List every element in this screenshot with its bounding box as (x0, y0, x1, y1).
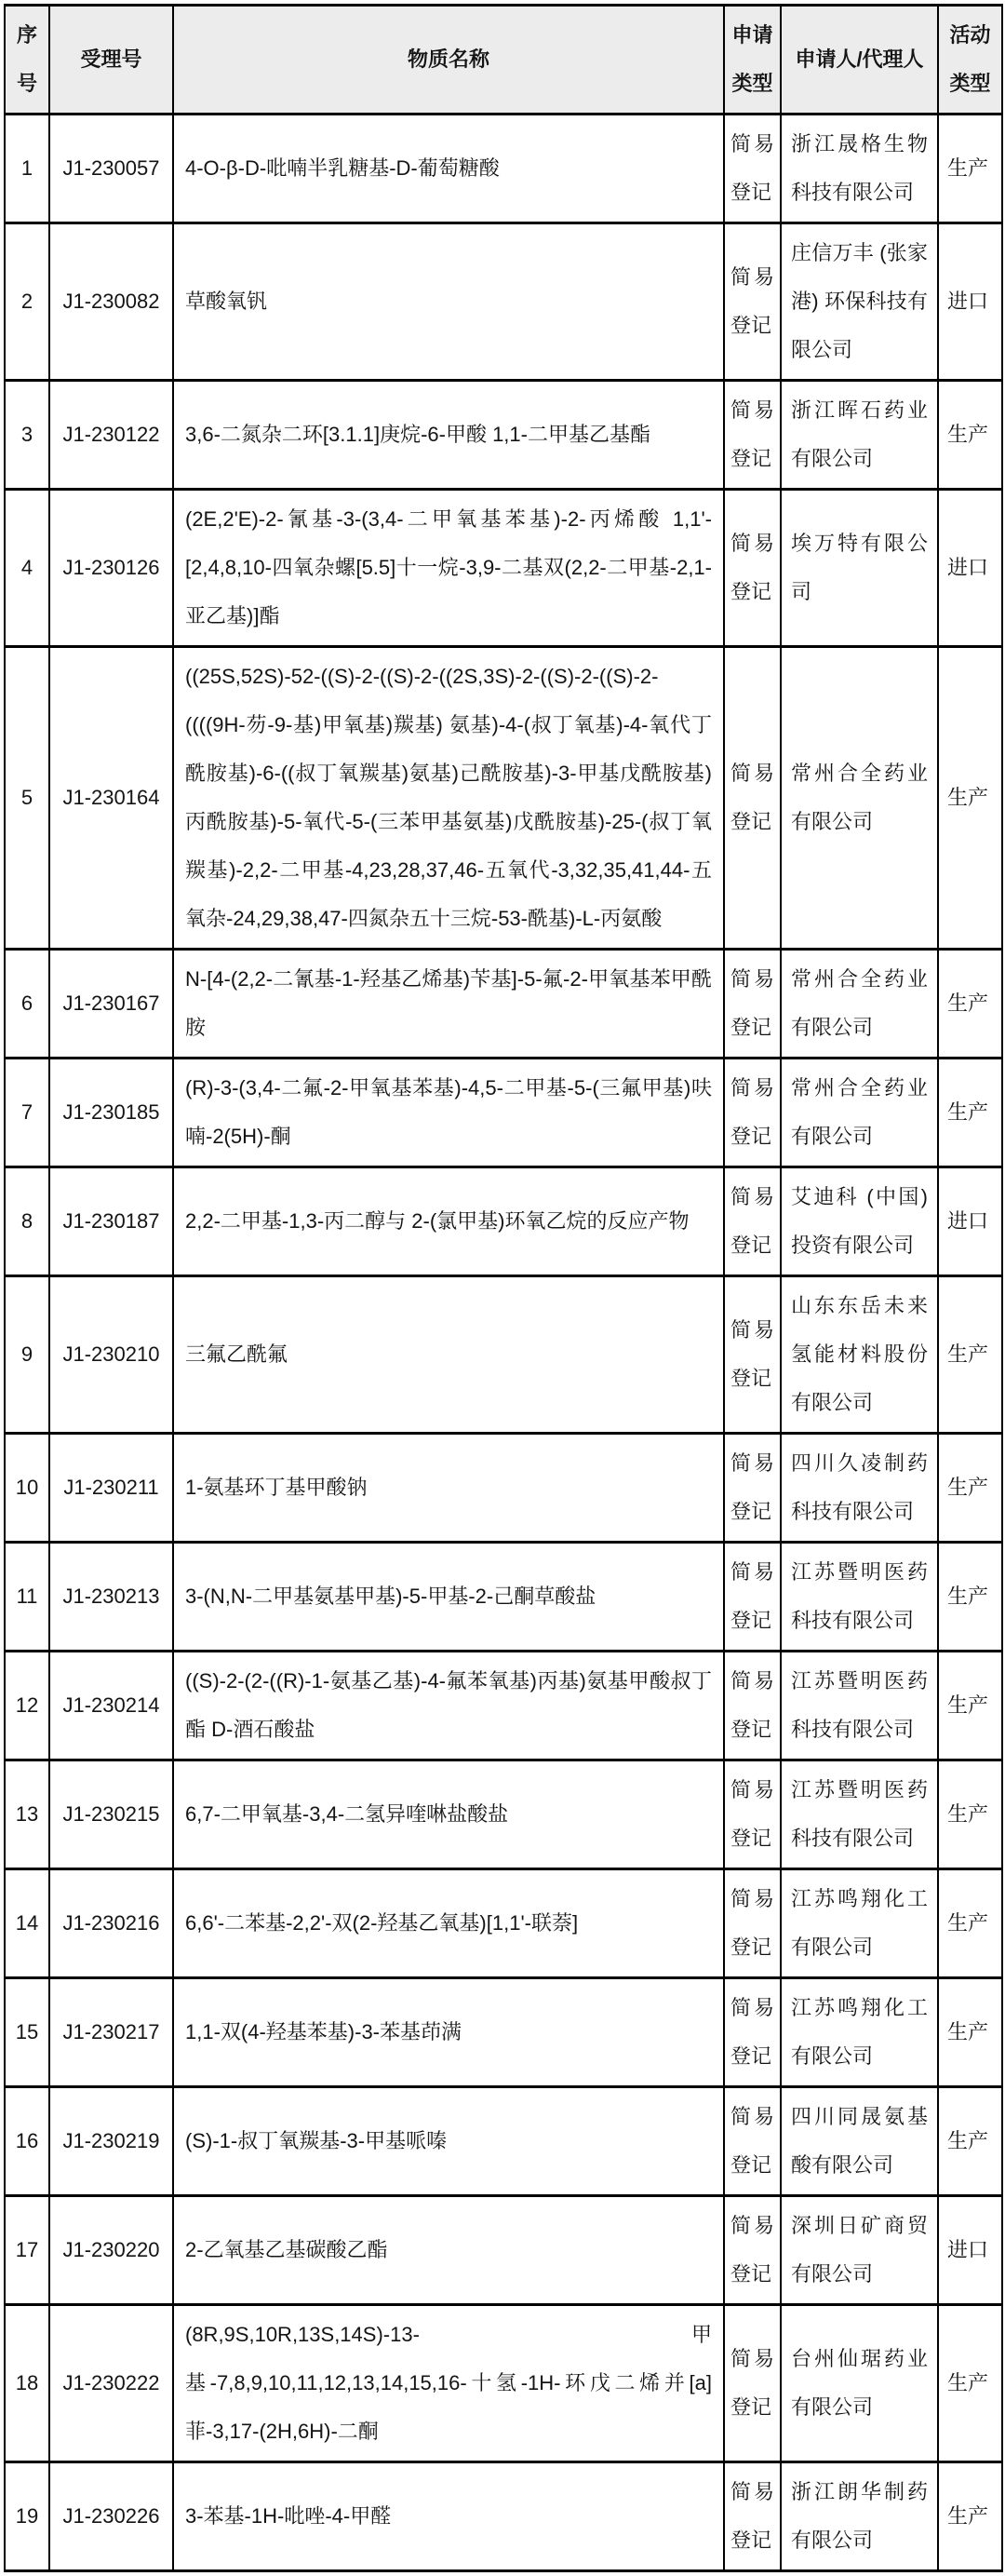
cell-serial: 13 (5, 1760, 49, 1869)
cell-substance-name: 4-O-β-D-吡喃半乳糖基-D-葡萄糖酸 (173, 115, 724, 223)
cell-application-type: 简易登记 (724, 223, 781, 381)
column-header-applicant: 申请人/代理人 (781, 6, 938, 115)
cell-applicant: 江苏鸣翔化工有限公司 (781, 1978, 938, 2087)
cell-substance-name: (R)-3-(3,4-二氟-2-甲氧基苯基)-4,5-二甲基-5-(三氟甲基)呋喃-2(5H)-酮 (173, 1059, 724, 1167)
cell-applicant: 四川久凌制药科技有限公司 (781, 1434, 938, 1543)
cell-application-type: 简易登记 (724, 1543, 781, 1652)
cell-application-type: 简易登记 (724, 2196, 781, 2305)
cell-activity-type: 生产 (938, 381, 1002, 490)
table-row (5, 1652, 1002, 1760)
cell-substance-name: 2,2-二甲基-1,3-丙二醇与 2-(氯甲基)环氧乙烷的反应产物 (173, 1167, 724, 1276)
table-row (5, 115, 1002, 223)
cell-applicant: 艾迪科 (中国) 投资有限公司 (781, 1167, 938, 1276)
cell-application-type: 简易登记 (724, 1869, 781, 1978)
cell-substance-name: 1-氨基环丁基甲酸钠 (173, 1434, 724, 1543)
registration-table (4, 4, 1003, 2572)
cell-substance-name: 1,1-双(4-羟基苯基)-3-苯基茚满 (173, 1978, 724, 2087)
cell-acceptance-no: J1-230214 (49, 1652, 173, 1760)
cell-substance-name: 3-(N,N-二甲基氨基甲基)-5-甲基-2-己酮草酸盐 (173, 1543, 724, 1652)
cell-activity-type: 进口 (938, 2196, 1002, 2305)
cell-activity-type: 生产 (938, 647, 1002, 950)
cell-application-type: 简易登记 (724, 2305, 781, 2462)
table-row (5, 950, 1002, 1059)
column-header-activity-type: 活动类型 (938, 6, 1002, 115)
cell-acceptance-no: J1-230126 (49, 490, 173, 647)
cell-acceptance-no: J1-230220 (49, 2196, 173, 2305)
table-row (5, 2305, 1002, 2462)
table-row (5, 1543, 1002, 1652)
cell-application-type: 简易登记 (724, 1059, 781, 1167)
cell-activity-type: 生产 (938, 1869, 1002, 1978)
column-header-substance-name: 物质名称 (173, 6, 724, 115)
cell-substance-name: 3,6-二氮杂二环[3.1.1]庚烷-6-甲酸 1,1-二甲基乙基酯 (173, 381, 724, 490)
table-body (5, 115, 1002, 2571)
cell-acceptance-no: J1-230082 (49, 223, 173, 381)
cell-activity-type: 生产 (938, 2305, 1002, 2462)
cell-serial: 19 (5, 2462, 49, 2571)
header-row (5, 6, 1002, 115)
cell-serial: 16 (5, 2087, 49, 2196)
table-row (5, 1059, 1002, 1167)
cell-serial: 6 (5, 950, 49, 1059)
cell-application-type: 简易登记 (724, 647, 781, 950)
cell-substance-name: 2-乙氧基乙基碳酸乙酯 (173, 2196, 724, 2305)
table-row (5, 1760, 1002, 1869)
cell-acceptance-no: J1-230219 (49, 2087, 173, 2196)
cell-acceptance-no: J1-230226 (49, 2462, 173, 2571)
cell-serial: 15 (5, 1978, 49, 2087)
cell-activity-type: 生产 (938, 950, 1002, 1059)
table-row (5, 381, 1002, 490)
cell-application-type: 简易登记 (724, 2462, 781, 2571)
cell-serial: 9 (5, 1276, 49, 1434)
cell-application-type: 简易登记 (724, 115, 781, 223)
cell-activity-type: 进口 (938, 490, 1002, 647)
cell-applicant: 山东东岳未来氢能材料股份有限公司 (781, 1276, 938, 1434)
cell-serial: 3 (5, 381, 49, 490)
cell-applicant: 台州仙琚药业有限公司 (781, 2305, 938, 2462)
cell-serial: 10 (5, 1434, 49, 1543)
cell-activity-type: 生产 (938, 1978, 1002, 2087)
cell-serial: 17 (5, 2196, 49, 2305)
cell-activity-type: 进口 (938, 223, 1002, 381)
cell-applicant: 常州合全药业有限公司 (781, 950, 938, 1059)
cell-applicant: 江苏暨明医药科技有限公司 (781, 1760, 938, 1869)
cell-serial: 12 (5, 1652, 49, 1760)
cell-substance-name: ((S)-2-(2-((R)-1-氨基乙基)-4-氟苯氧基)丙基)氨基甲酸叔丁酯 D-酒石酸盐 (173, 1652, 724, 1760)
cell-applicant: 江苏鸣翔化工有限公司 (781, 1869, 938, 1978)
cell-substance-name: (8R,9S,10R,13S,14S)-13-甲基-7,8,9,10,11,12,13,14,15,16-十氢-1H-环戊二烯并[a]菲-3,17-(2H,6H)-二酮 (173, 2305, 724, 2462)
column-header-serial: 序号 (5, 6, 49, 115)
cell-acceptance-no: J1-230217 (49, 1978, 173, 2087)
cell-applicant: 庄信万丰 (张家港) 环保科技有限公司 (781, 223, 938, 381)
column-header-acceptance-no: 受理号 (49, 6, 173, 115)
cell-serial: 2 (5, 223, 49, 381)
cell-substance-name: 6,7-二甲氧基-3,4-二氢异喹啉盐酸盐 (173, 1760, 724, 1869)
cell-serial: 18 (5, 2305, 49, 2462)
cell-application-type: 简易登记 (724, 1652, 781, 1760)
cell-serial: 7 (5, 1059, 49, 1167)
cell-serial: 14 (5, 1869, 49, 1978)
table-header (5, 6, 1002, 115)
cell-acceptance-no: J1-230185 (49, 1059, 173, 1167)
table-row (5, 1869, 1002, 1978)
cell-activity-type: 生产 (938, 115, 1002, 223)
table-row (5, 1276, 1002, 1434)
cell-serial: 5 (5, 647, 49, 950)
cell-application-type: 简易登记 (724, 381, 781, 490)
cell-substance-name: (2E,2'E)-2-氰基-3-(3,4-二甲氧基苯基)-2-丙烯酸 1,1'-[2,4,8,10-四氧杂螺[5.5]十一烷-3,9-二基双(2,2-二甲基-2,1-亚乙基)]酯 (173, 490, 724, 647)
cell-application-type: 简易登记 (724, 2087, 781, 2196)
cell-activity-type: 生产 (938, 2087, 1002, 2196)
cell-serial: 1 (5, 115, 49, 223)
cell-serial: 11 (5, 1543, 49, 1652)
cell-acceptance-no: J1-230216 (49, 1869, 173, 1978)
table-row (5, 1167, 1002, 1276)
cell-activity-type: 进口 (938, 1167, 1002, 1276)
cell-applicant: 江苏暨明医药科技有限公司 (781, 1543, 938, 1652)
cell-activity-type: 生产 (938, 1276, 1002, 1434)
cell-activity-type: 生产 (938, 1543, 1002, 1652)
cell-application-type: 简易登记 (724, 490, 781, 647)
cell-acceptance-no: J1-230164 (49, 647, 173, 950)
table-row (5, 1978, 1002, 2087)
cell-acceptance-no: J1-230122 (49, 381, 173, 490)
cell-applicant: 浙江晖石药业有限公司 (781, 381, 938, 490)
table-row (5, 2196, 1002, 2305)
cell-substance-name: 三氟乙酰氟 (173, 1276, 724, 1434)
cell-acceptance-no: J1-230222 (49, 2305, 173, 2462)
cell-serial: 8 (5, 1167, 49, 1276)
column-header-application-type: 申请类型 (724, 6, 781, 115)
table-row (5, 1434, 1002, 1543)
cell-acceptance-no: J1-230057 (49, 115, 173, 223)
cell-applicant: 常州合全药业有限公司 (781, 1059, 938, 1167)
cell-applicant: 浙江朗华制药有限公司 (781, 2462, 938, 2571)
cell-applicant: 埃万特有限公司 (781, 490, 938, 647)
cell-applicant: 深圳日矿商贸有限公司 (781, 2196, 938, 2305)
table-row (5, 490, 1002, 647)
cell-substance-name: 3-苯基-1H-吡唑-4-甲醛 (173, 2462, 724, 2571)
cell-acceptance-no: J1-230211 (49, 1434, 173, 1543)
cell-substance-name: N-[4-(2,2-二氰基-1-羟基乙烯基)苄基]-5-氟-2-甲氧基苯甲酰胺 (173, 950, 724, 1059)
table-row (5, 647, 1002, 950)
cell-acceptance-no: J1-230215 (49, 1760, 173, 1869)
cell-acceptance-no: J1-230210 (49, 1276, 173, 1434)
cell-activity-type: 生产 (938, 1434, 1002, 1543)
table-row (5, 2087, 1002, 2196)
cell-substance-name: 6,6'-二苯基-2,2'-双(2-羟基乙氧基)[1,1'-联萘] (173, 1869, 724, 1978)
cell-acceptance-no: J1-230167 (49, 950, 173, 1059)
cell-application-type: 简易登记 (724, 1434, 781, 1543)
cell-activity-type: 生产 (938, 1059, 1002, 1167)
cell-acceptance-no: J1-230213 (49, 1543, 173, 1652)
cell-application-type: 简易登记 (724, 950, 781, 1059)
cell-application-type: 简易登记 (724, 1760, 781, 1869)
cell-application-type: 简易登记 (724, 1978, 781, 2087)
cell-substance-name: ((25S,52S)-52-((S)-2-((S)-2-((2S,3S)-2-((S)-2-((S)-2-((((9H-芴-9-基)甲氧基)羰基) 氨基)-4-(叔丁氧基)-4-氧代丁酰胺基)-6-((叔丁氧羰基)氨基)己酰胺基)-3-甲基戊酰胺基)丙酰胺基)-5-氧代-5-(三苯甲基氨基)戊酰胺基)-25-(叔丁氧羰基)-2,2-二甲基-4,23,28,37,46-五氧代-3,32,35,41,44-五氧杂-24,29,38,47-四氮杂五十三烷-53-酰基)-L-丙氨酸 (173, 647, 724, 950)
cell-substance-name: (S)-1-叔丁氧羰基-3-甲基哌嗪 (173, 2087, 724, 2196)
cell-activity-type: 生产 (938, 2462, 1002, 2571)
table-row (5, 223, 1002, 381)
cell-applicant: 浙江晟格生物科技有限公司 (781, 115, 938, 223)
cell-applicant: 江苏暨明医药科技有限公司 (781, 1652, 938, 1760)
cell-application-type: 简易登记 (724, 1276, 781, 1434)
cell-substance-name: 草酸氧钒 (173, 223, 724, 381)
cell-acceptance-no: J1-230187 (49, 1167, 173, 1276)
cell-serial: 4 (5, 490, 49, 647)
table-row (5, 2462, 1002, 2571)
cell-activity-type: 生产 (938, 1652, 1002, 1760)
cell-activity-type: 生产 (938, 1760, 1002, 1869)
cell-application-type: 简易登记 (724, 1167, 781, 1276)
cell-applicant: 常州合全药业有限公司 (781, 647, 938, 950)
cell-applicant: 四川同晟氨基酸有限公司 (781, 2087, 938, 2196)
